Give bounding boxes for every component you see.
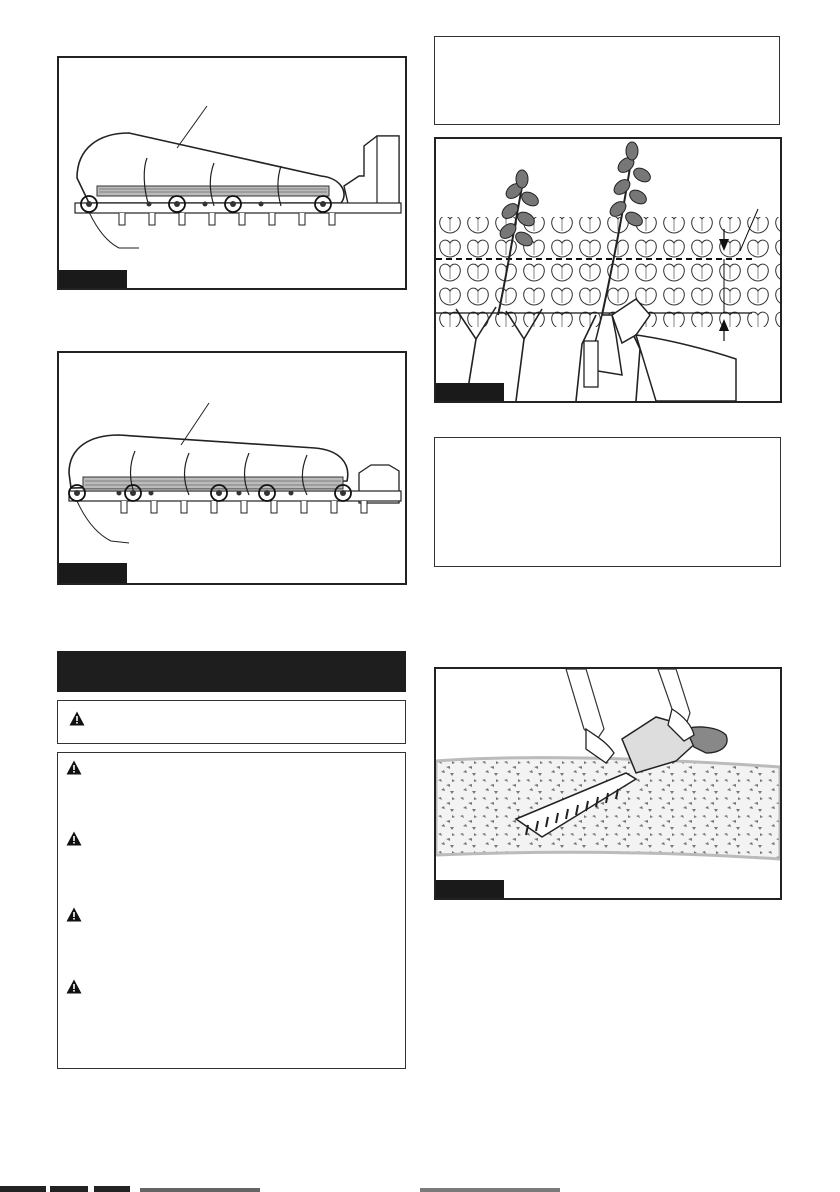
blade-cover-illustration-2 bbox=[59, 353, 405, 583]
figure-tag bbox=[59, 563, 127, 583]
figure-tag bbox=[436, 880, 504, 898]
warning-triangle-icon bbox=[66, 979, 82, 994]
note-box-middle bbox=[434, 437, 781, 567]
cropped-footer-strip bbox=[0, 1186, 840, 1192]
figure-grass-shear bbox=[434, 667, 782, 900]
figure-blade-cover-1 bbox=[57, 56, 407, 290]
section-heading-bar bbox=[57, 651, 406, 692]
blade-cover-illustration-1 bbox=[59, 58, 405, 288]
figure-blade-cover-2 bbox=[57, 351, 407, 585]
warning-triangle-icon bbox=[66, 760, 82, 775]
warning-triangle-icon bbox=[66, 907, 82, 922]
figure-tag bbox=[59, 270, 127, 288]
warning-box-list bbox=[57, 752, 406, 1069]
figure-hedge-trim bbox=[434, 137, 782, 403]
warning-triangle-icon bbox=[69, 711, 85, 726]
hedge-trim-illustration bbox=[436, 139, 780, 401]
note-box-top bbox=[434, 36, 780, 125]
grass-shear-illustration bbox=[436, 669, 780, 898]
figure-tag bbox=[436, 383, 504, 401]
warning-triangle-icon bbox=[66, 831, 82, 846]
warning-box-single bbox=[57, 700, 406, 744]
